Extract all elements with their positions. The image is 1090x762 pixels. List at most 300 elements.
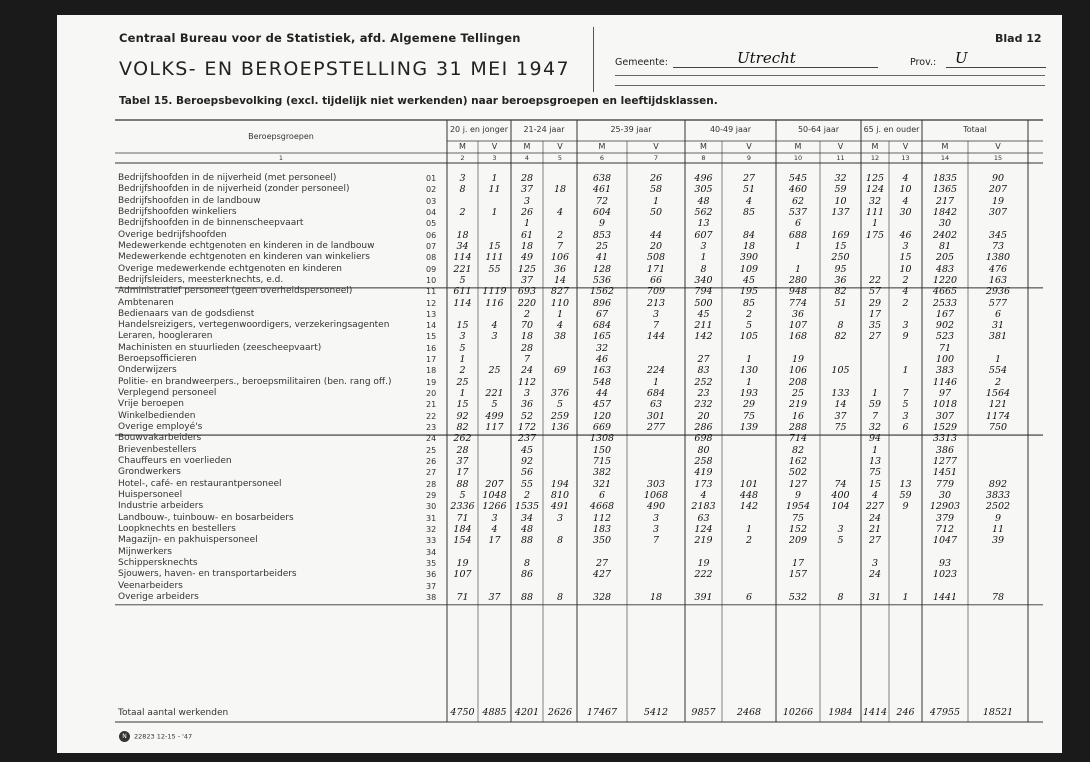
table-cell: 1 [902,365,909,377]
column-number: 13 [901,154,910,162]
table-cell: 136 [550,422,570,434]
row-number: 36 [426,570,437,580]
table-cell: 85 [742,206,756,218]
table-cell: 224 [646,365,666,377]
row-label: Medewerkende echtgenoten en kinderen in de landbouw [118,240,375,251]
table-cell: 107 [453,569,472,581]
row-label: Bedrijfshoofden in de nijverheid (zonder personeel) [118,184,350,195]
table-cell: 142 [739,501,759,513]
row-label: Bedrijfshoofden in de landbouw [118,195,261,206]
table-cell: 50 [649,206,663,218]
table-cell: 26 [520,206,534,218]
table-cell: 117 [485,422,504,434]
table-cell: 4 [871,489,879,501]
table-cell: 19 [991,195,1005,207]
table-cell: 221 [485,388,504,400]
table-cell: 37 [456,456,469,467]
total-cell: 4201 [514,707,540,718]
table-cell: 57 [868,286,882,298]
table-cell: 29 [868,297,882,309]
total-cell: 4750 [450,707,475,718]
table-cell: 5 [459,274,466,286]
table-cell: 252 [694,376,713,388]
table-cell: 222 [694,569,713,581]
sex-header: V [491,142,498,151]
row-label: Administratief personeel (geen overheidspersoneel) [118,286,353,297]
table-cell: 896 [592,297,612,309]
table-cell: 1 [700,252,707,264]
table-cell: 532 [788,591,808,603]
table-cell: 38 [553,331,567,343]
sex-header: V [837,142,844,151]
table-cell: 32 [868,195,882,207]
table-cell: 12903 [929,501,961,513]
table-cell: 638 [592,173,612,184]
row-label: Onderwijzers [118,365,177,376]
table-cell: 154 [453,535,472,547]
total-cell: 1984 [828,707,853,718]
table-cell: 1 [491,173,498,184]
table-cell: 9 [994,512,1002,524]
table-cell: 36 [834,274,847,286]
table-cell: 5 [459,342,466,354]
total-cell: 5412 [643,707,669,718]
total-cell: 17467 [586,707,618,718]
table-cell: 1119 [482,286,507,298]
table-cell: 217 [935,195,955,207]
table-cell: 168 [788,331,808,343]
table-cell: 16 [791,410,805,422]
row-number: 13 [426,309,437,319]
table-cell: 124 [694,523,713,535]
sex-header: M [598,142,606,151]
row-label: Politie- en brandweerpers., beroepsmilitairen (ben. rang off.) [118,376,392,387]
table-cell: 4 [902,173,909,184]
sex-header: M [871,142,879,151]
table-cell: 27 [595,557,609,569]
table-cell: 20 [649,240,663,252]
table-cell: 106 [550,252,570,264]
row-number: 06 [426,230,437,240]
table-cell: 262 [453,433,472,445]
row-label: Landbouw-, tuinbouw- en bosarbeiders [118,512,294,523]
age-class-header: 21-24 jaar [523,125,565,134]
table-cell: 52 [520,410,534,422]
table-cell: 75 [868,467,882,479]
table-cell: 340 [694,274,713,286]
row-number: 12 [426,298,437,308]
table-cell: 3 [459,331,466,343]
table-cell: 461 [592,184,612,196]
table-cell: 120 [592,410,612,422]
table-cell: 207 [988,184,1008,196]
table-cell: 100 [935,354,955,366]
table-cell: 95 [834,263,847,275]
table-cell: 448 [739,489,759,501]
table-cell: 3 [652,512,660,524]
table-cell: 1 [652,195,660,207]
total-cell: 2626 [547,707,573,718]
table-cell: 114 [453,252,472,264]
table-cell: 537 [788,206,808,218]
table-cell: 1146 [932,376,958,388]
table-cell: 13 [899,478,912,490]
table-cell: 173 [694,478,713,490]
table-cell: 4665 [932,286,958,298]
table-cell: 28 [456,444,469,456]
table-cell: 3 [700,240,707,252]
table-cell: 32 [868,422,882,434]
table-cell: 4 [491,523,498,535]
column-number: 1 [278,154,284,162]
table-cell: 577 [988,297,1008,309]
age-class-header: 25-39 jaar [610,125,652,134]
table-cell: 30 [938,218,952,230]
table-cell: 15 [899,252,912,264]
table-cell: 59 [899,489,912,501]
table-cell: 58 [649,184,663,196]
row-label: Winkelbedienden [118,410,196,421]
form-title: VOLKS- EN BEROEPSTELLING 31 MEI 1947 [119,58,570,80]
table-cell: 400 [831,489,850,501]
table-cell: 21 [868,523,882,535]
table-cell: 112 [517,376,537,388]
column-number: 11 [836,154,845,162]
row-number: 25 [426,445,437,455]
table-cell: 17 [791,557,805,569]
table-cell: 3 [902,410,909,422]
table-cell: 853 [592,229,612,241]
table-cell: 794 [694,286,713,298]
table-cell: 3 [523,388,531,400]
table-cell: 73 [991,240,1005,252]
table-cell: 167 [935,308,955,320]
row-number: 22 [426,411,437,421]
table-cell: 688 [788,229,808,241]
row-number: 20 [426,389,437,399]
table-cell: 258 [694,456,713,467]
row-number: 05 [426,219,437,229]
age-class-header: 50-64 jaar [797,125,840,134]
table-cell: 827 [550,286,570,298]
sex-header: M [459,142,466,151]
table-cell: 15 [456,320,469,332]
table-cell: 5 [745,320,753,332]
row-label: Schippersknechts [118,557,198,568]
table-cell: 80 [697,444,710,456]
sex-header: M [794,142,802,151]
table-cell: 85 [742,297,756,309]
table-cell: 220 [517,297,537,309]
table-cell: 31 [868,591,882,603]
table-cell: 2502 [985,501,1011,513]
table-cell: 133 [831,388,850,400]
table-cell: 383 [935,365,955,377]
table-cell: 2402 [932,229,958,241]
bureau-name: Centraal Bureau voor de Statistiek, afd. Algemene Tellingen [119,31,521,45]
table-cell: 6 [794,218,802,230]
table-cell: 2336 [450,501,475,513]
table-cell: 29 [742,399,756,411]
table-cell: 13 [697,218,710,230]
table-cell: 328 [592,591,612,603]
table-cell: 8 [700,263,707,275]
row-number: 09 [426,264,437,274]
table-cell: 1018 [932,399,958,411]
table-cell: 18 [649,591,663,603]
table-cell: 500 [694,297,713,309]
table-cell: 51 [742,184,756,196]
table-cell: 17 [868,308,882,320]
table-cell: 6 [598,489,606,501]
table-cell: 15 [834,240,847,252]
row-number: 18 [426,366,437,376]
table-cell: 5 [902,399,909,411]
table-cell: 31 [991,320,1005,332]
table-cell: 72 [595,195,609,207]
table-cell: 82 [456,422,469,434]
table-cell: 78 [991,591,1005,603]
table-cell: 496 [694,173,713,184]
table-cell: 121 [988,399,1008,411]
table-cell: 3 [556,512,564,524]
row-number: 19 [426,377,437,387]
table-cell: 3 [652,308,660,320]
table-cell: 4 [556,320,564,332]
table-cell: 27 [868,535,882,547]
table-cell: 84 [742,229,756,241]
table-cell: 1 [745,376,753,388]
table-cell: 6 [902,422,909,434]
row-number: 11 [426,287,437,297]
table-cell: 227 [865,501,885,513]
table-cell: 81 [938,240,952,252]
column-number: 15 [993,154,1003,162]
table-cell: 94 [868,433,882,445]
table-cell: 15 [488,240,501,252]
table-cell: 116 [485,297,504,309]
table-cell: 20 [697,410,710,422]
sex-header: V [902,142,909,151]
table-cell: 2 [523,308,531,320]
row-label: Overige bedrijfshoofden [118,229,227,240]
table-cell: 715 [592,456,612,467]
table-cell: 105 [831,365,850,377]
table-cell: 259 [550,410,570,422]
table-cell: 1 [745,523,753,535]
row-label: Huispersoneel [118,489,183,500]
table-cell: 46 [595,354,609,366]
table-cell: 30 [899,206,912,218]
table-cell: 1 [459,354,466,366]
table-cell: 124 [865,184,885,196]
table-cell: 8 [837,320,844,332]
table-cell: 1562 [589,286,615,298]
table-cell: 2 [459,365,466,377]
table-cell: 460 [788,184,808,196]
table-cell: 61 [520,229,534,241]
table-cell: 27 [742,173,756,184]
table-cell: 14 [553,274,567,286]
table-cell: 75 [791,512,805,524]
table-cell: 37 [834,410,847,422]
column-number: 7 [653,154,659,162]
total-cell: 246 [896,707,915,718]
table-cell: 6 [994,308,1002,320]
table-cell: 92 [520,456,534,467]
table-cell: 128 [592,263,612,275]
row-number: 33 [426,536,437,546]
table-cell: 604 [592,206,612,218]
table-cell: 508 [646,252,666,264]
row-number: 02 [426,185,437,195]
table-cell: 1220 [932,274,958,286]
row-number: 03 [426,196,437,206]
table-cell: 83 [697,365,710,377]
table-cell: 4 [745,195,753,207]
row-label: Mijnwerkers [118,546,172,557]
age-class-header: 20 j. en jonger [449,125,509,134]
table-cell: 110 [550,297,570,309]
table-cell: 523 [935,331,955,343]
table-cell: 70 [520,320,534,332]
table-cell: 3313 [932,433,958,445]
sex-header: V [653,142,659,151]
table-cell: 502 [788,467,808,479]
age-class-header: 65 j. en ouder [863,125,920,134]
table-cell: 1 [556,308,564,320]
table-cell: 382 [592,467,612,479]
table-cell: 97 [938,388,952,400]
table-cell: 17 [456,467,469,479]
table-cell: 37 [488,591,501,603]
table-cell: 3 [459,173,466,184]
table-cell: 2 [902,297,909,309]
sex-header: V [557,142,563,151]
table-cell: 55 [520,478,534,490]
table-cell: 25 [791,388,805,400]
table-cell: 562 [694,206,713,218]
row-label: Bedrijfshoofden in de nijverheid (met personeel) [118,173,337,183]
row-label: Bedrijfsleiders, meesterknechts, e.d. [118,274,284,285]
table-cell: 45 [520,444,534,456]
table-cell: 1365 [932,184,958,196]
table-cell: 82 [834,286,847,298]
table-cell: 536 [592,274,612,286]
table-cell: 71 [456,591,469,603]
table-cell: 56 [520,467,534,479]
table-cell: 88 [456,478,469,490]
table-cell: 2 [523,489,531,501]
table-cell: 25 [595,240,609,252]
table-cell: 59 [868,399,882,411]
table-cell: 4 [902,286,909,298]
table-cell: 1 [745,354,753,366]
row-number: 28 [426,479,437,489]
row-label: Overige medewerkende echtgenoten en kinderen [118,263,342,274]
table-cell: 14 [834,399,847,411]
table-cell: 18 [742,240,756,252]
table-cell: 7 [902,388,909,400]
row-label: Bedienaars van de godsdienst [118,308,255,319]
table-cell: 221 [453,263,472,275]
table-cell: 22 [868,274,882,286]
table-cell: 1954 [785,501,811,513]
table-cell: 1380 [985,252,1011,264]
table-cell: 232 [694,399,713,411]
table-cell: 8 [556,535,564,547]
row-number: 27 [426,468,437,478]
row-label: Machinisten en stuurlieden (zeescheepvaart) [118,342,322,353]
table-cell: 195 [739,286,759,298]
row-number: 10 [426,275,437,285]
row-label: Bedrijfshoofden in de binnenscheepvaart [118,218,304,229]
row-label: Medewerkende echtgenoten en kinderen van winkeliers [118,252,370,263]
row-label: Verplegend personeel [118,388,217,399]
table-cell: 307 [988,206,1008,218]
table-cell: 1 [523,218,531,230]
table-cell: 26 [649,173,663,184]
row-number: 24 [426,434,437,444]
table-cell: 611 [453,286,472,298]
table-cell: 175 [865,229,885,241]
table-cell: 63 [697,512,710,524]
table-cell: 30 [938,489,952,501]
table-cell: 34 [520,512,534,524]
table-cell: 2 [745,308,753,320]
row-label: Handelsreizigers, vertegenwoordigers, verzekeringsagenten [118,320,390,331]
table-cell: 142 [694,331,713,343]
print-code [119,731,192,742]
table-cell: 63 [649,399,663,411]
table-cell: 111 [485,252,504,264]
table-cell: 490 [646,501,666,513]
table-cell: 483 [935,263,955,275]
table-cell: 1308 [589,433,615,445]
table-cell: 1 [459,388,466,400]
table-cell: 36 [553,263,567,275]
row-label: Ambtenaren [118,297,174,308]
table-cell: 92 [456,410,469,422]
census-form-sheet [57,15,1062,753]
table-cell: 8 [459,184,466,196]
table-cell: 684 [592,320,612,332]
row-number: 31 [426,513,437,523]
table-cell: 19 [697,557,710,569]
table-cell: 4668 [589,501,615,513]
table-cell: 6 [745,591,753,603]
table-cell: 1451 [932,467,958,479]
sex-header: V [995,142,1001,151]
table-cell: 24 [868,512,882,524]
table-cell: 476 [988,263,1008,275]
table-cell: 88 [520,591,534,603]
total-cell: 18521 [982,707,1014,718]
row-number: 14 [426,321,437,331]
table-title: Tabel 15. Beroepsbevolking (excl. tijdelijk niet werkenden) naar beroepsgroepen en leeftijdsklassen. [119,95,718,107]
table-cell: 237 [517,433,537,445]
table-cell: 1 [994,354,1002,366]
table-cell: 44 [649,229,663,241]
table-cell: 7 [556,240,564,252]
table-cell: 71 [456,512,469,524]
table-cell: 219 [788,399,808,411]
column-number: 10 [793,154,803,162]
table-cell: 11 [991,523,1005,535]
table-cell: 250 [831,252,850,264]
table-cell: 111 [865,206,885,218]
table-cell: 88 [520,535,534,547]
